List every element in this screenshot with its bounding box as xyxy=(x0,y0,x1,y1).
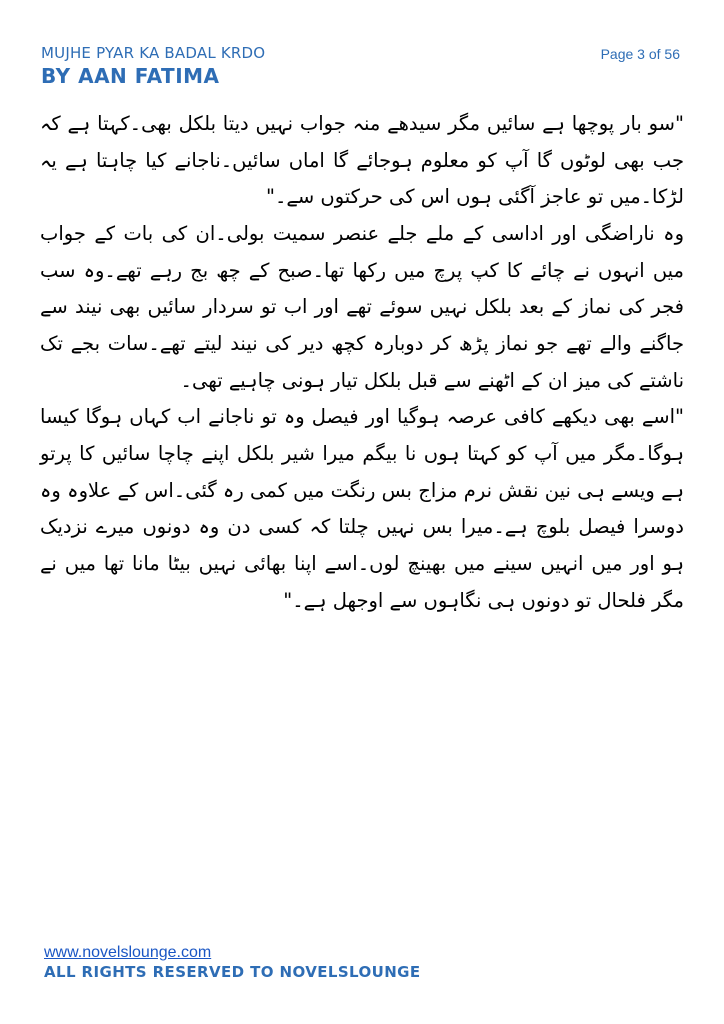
copyright-notice: ALL RIGHTS RESERVED TO NOVELSLOUNGE xyxy=(44,963,421,981)
paragraph-2: وہ ناراضگی اور اداسی کے ملے جلے عنصر سمیت بولی۔ان کی بات کے جواب میں انہوں نے چائے کا کپ پرچ میں رکھا تھا۔صبح کے چھ بج رہے تھے۔وہ سب فجر کی نماز کے بعد بلکل نہیں سوئے تھے اور اب تو سردار سائیں بھی نیند سے جاگنے والے تھے جو نماز پڑھ کر دوبارہ کچھ دیر کی نیند لیتے تھے۔سات بجے تک ناشتے کی میز ان کے اٹھنے سے قبل بلکل تیار ہونی چاہیے تھی۔ xyxy=(40,221,684,392)
page-indicator: Page 3 of 56 xyxy=(600,46,680,62)
document-title: MUJHE PYAR KA BADAL KRDO xyxy=(41,44,266,62)
story-body xyxy=(40,106,684,906)
paragraph-3: "اسے بھی دیکھے کافی عرصہ ہوگیا اور فیصل وہ تو ناجانے اب کہاں ہوگا کیسا ہوگا۔مگر میں آپ کو کہتا ہوں نا بیگم میرا شیر بلکل اپنے چاچا سائیں کا پرتو ہے ویسے ہی نین نقش نرم مزاج بس رنگت میں کمی رہ گئی۔اس کے علاوہ وہ دوسرا فیصل بلوچ ہے۔میرا بس نہیں چلتا کہ کسی دن وہ دونوں میرے نزدیک ہو اور میں انہیں سینے میں بھینچ لوں۔اسے اپنا بھائی نہیں بیٹا مانا تھا میں نے مگر فلحال تو دونوں ہی نگاہوں سے اوجھل ہے۔" xyxy=(40,405,684,612)
website-link[interactable]: www.novelslounge.com xyxy=(44,944,212,961)
document-author: BY AAN FATIMA xyxy=(41,64,220,88)
paragraph-1: "سو بار پوچھا ہے سائیں مگر سیدھے منہ جواب نہیں دیتا بلکل بھی۔کہتا ہے کہ جب بھی لوٹوں گا آپ کو معلوم ہوجائے گا اماں سائیں۔ناجانے کیا چاہتا ہے یہ لڑکا۔میں تو عاجز آگئی ہوں اس کی حرکتوں سے۔" xyxy=(40,112,684,209)
